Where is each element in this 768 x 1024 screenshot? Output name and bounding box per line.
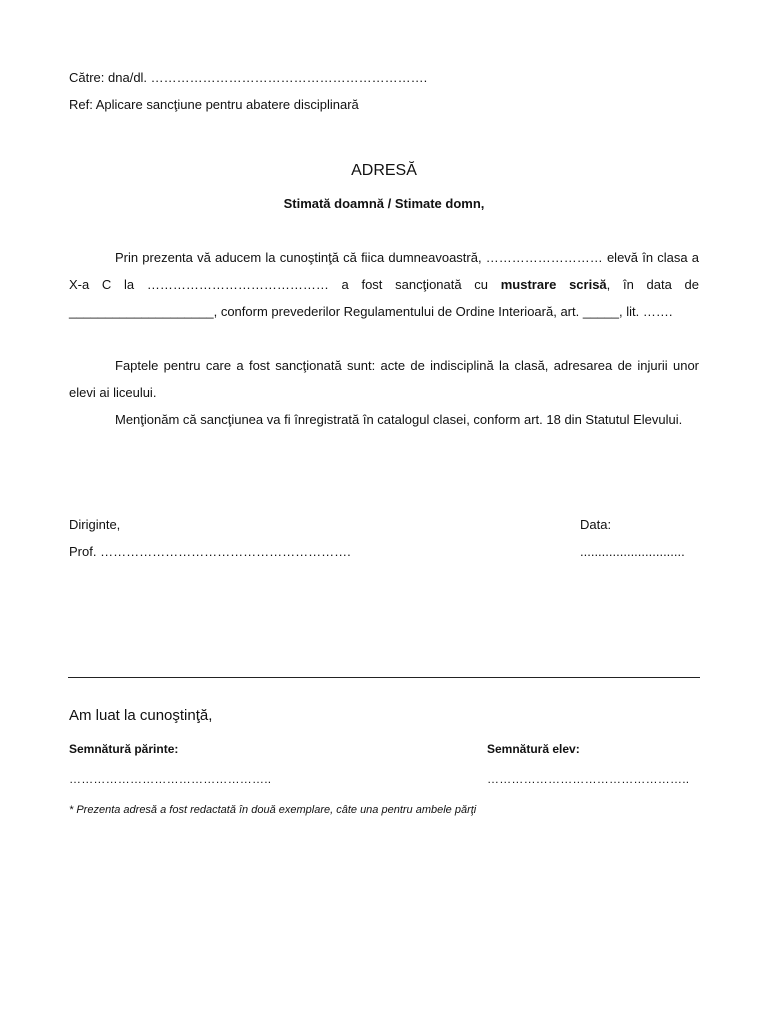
paragraph-notification <box>69 244 699 325</box>
section-divider <box>68 677 700 678</box>
greeting: Stimată doamnă / Stimate domn, <box>283 196 485 211</box>
acknowledgement-heading: Am luat la cunoştinţă, <box>69 707 213 724</box>
sanction-type: mustrare scrisă <box>500 277 607 292</box>
paragraph-facts: Faptele pentru care a fost sancţionată sunt: acte de indisciplină la clasă, adresarea de injurii unor elevi ai liceului. <box>69 358 699 400</box>
parent-signature-label: Semnătură părinte: <box>69 742 179 756</box>
recipient-line: Către: dna/dl. ………………………………………………………. <box>69 70 428 85</box>
diriginte-label: Diriginte, <box>69 517 121 532</box>
parent-signature-dots: ………………………………………….. <box>69 772 272 786</box>
date-dots: ............................. <box>580 544 685 559</box>
paragraph-registration: Menţionăm că sancţiunea va fi înregistrată în catalogul clasei, conform art. 18 din Statutul Elevului. <box>115 412 683 427</box>
reference-line: Ref: Aplicare sancţiune pentru abatere disciplinară <box>69 97 359 112</box>
paragraph-notification-text-1: Prin prezenta vă aducem la cunoştinţă că fiica dumneavoastră, ……………………… elevă în clasa a X-a C la …………………………………… a fost sancţionată cu <box>69 250 699 292</box>
date-label: Data: <box>580 517 612 532</box>
student-signature-dots: ………………………………………….. <box>487 772 690 786</box>
prof-signature-line: Prof. …………………………………………………. <box>69 544 351 559</box>
student-signature-label: Semnătură elev: <box>487 742 580 756</box>
paragraph-notification-text-2: , în data de ____________________, conform prevederilor Regulamentului de Ordine Interioară, art. _____, lit. ……. <box>69 277 699 319</box>
footnote: * Prezenta adresă a fost redactată în două exemplare, câte una pentru ambele părţi <box>69 804 477 816</box>
document-title: ADRESĂ <box>351 162 417 179</box>
